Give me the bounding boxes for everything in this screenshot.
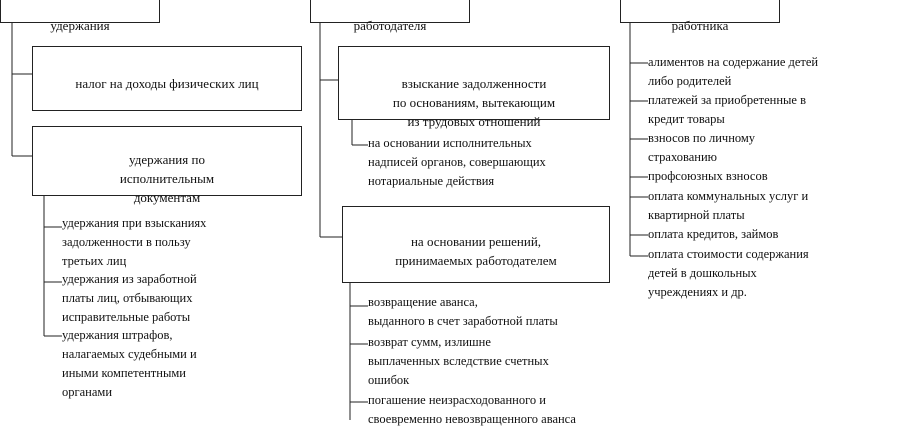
box-employer-decisions-text: на основании решений, принимаемых работодателем [395, 234, 557, 268]
list-item-col1-2: удержания из заработной платы лиц, отбывающих исправительные работы [62, 272, 197, 324]
text-notary-basis: на основании исполнительных надписей органов, совершающих нотариальные действия [368, 136, 546, 188]
box-income-tax [32, 46, 302, 111]
header-box-employer [310, 0, 470, 33]
header-box-employee [620, 0, 780, 33]
box-debt-recovery-text: взыскание задолженности по основаниям, вытекающим из трудовых отношений [392, 76, 556, 129]
list-item-col3-2: платежей за приобретенные в кредит товары [648, 93, 807, 126]
list-item-col3-4: профсоюзных взносов [648, 169, 768, 183]
header-text-employee: работника [671, 18, 729, 33]
list-item-col2-2: возврат сумм, излишне выплаченных вследствие счетных ошибок [368, 335, 549, 387]
box-income-tax-text: налог на доходы физических лиц [75, 76, 259, 91]
box-debt-recovery [338, 46, 610, 129]
box-enforcement-documents [32, 126, 302, 205]
list-item-col1-3: удержания штрафов, налагаемых судебными и иными компетентными органами [62, 328, 197, 399]
header-text-employer: работодателя [353, 18, 427, 33]
header-box-deductions [0, 0, 160, 33]
list-item-col3-1: алиментов на содержание детей либо родителей [648, 55, 819, 88]
header-text-deductions: удержания [50, 18, 110, 33]
list-item-col3-5: оплата коммунальных услуг и квартирной платы [648, 189, 809, 222]
list-item-col3-7: оплата стоимости содержания детей в дошкольных учреждениях и др. [648, 247, 809, 299]
list-item-col1-1: удержания при взысканиях задолженности в пользу третьих лиц [62, 216, 207, 268]
list-item-col3-6: оплата кредитов, займов [648, 227, 779, 241]
list-item-col2-1: возвращение аванса, выданного в счет заработной платы [368, 295, 558, 328]
list-item-col2-3: погашение неизрасходованного и своевременно невозвращенного аванса [368, 393, 576, 426]
list-item-col3-3: взносов по личному страхованию [648, 131, 756, 164]
box-employer-decisions [342, 206, 610, 283]
box-enforcement-documents-text: удержания по исполнительным документам [119, 152, 215, 205]
